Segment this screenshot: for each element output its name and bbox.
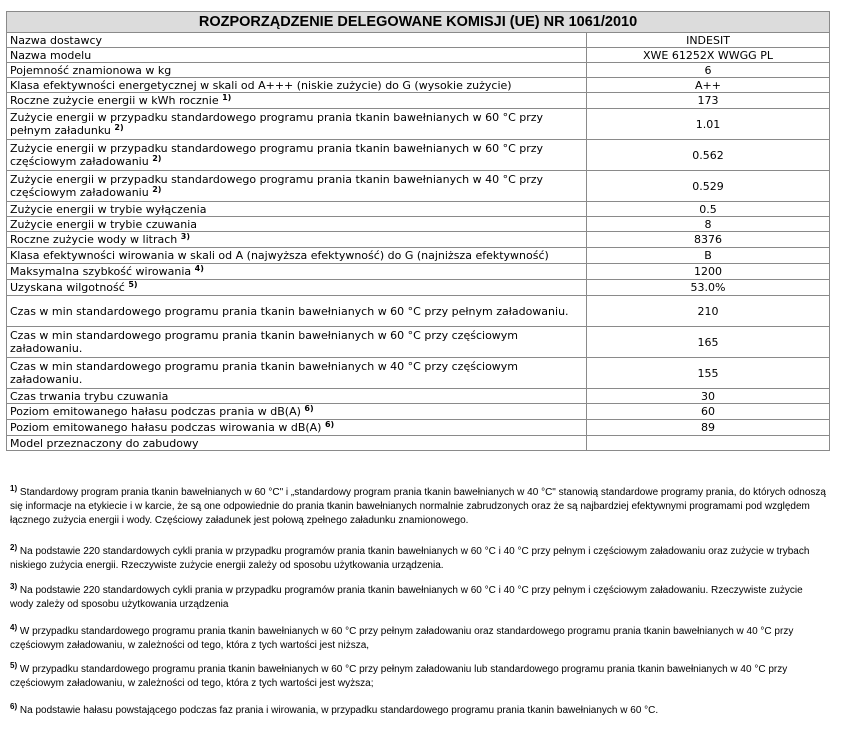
row-label: Czas w min standardowego programu prania tkanin bawełnianych w 60 °C przy częściowym załadowaniu. — [10, 329, 519, 355]
row-value: 1.01 — [587, 109, 830, 140]
footnote-text: Na podstawie 220 standardowych cykli prania w przypadku programów prania tkanin bawełnianych w 60 °C i 40 °C przy pełnym i częściowym załadowaniu. Rzeczywiste zużycie wody zależy od sposobu użytkowania urządzenia — [10, 585, 803, 610]
footnote-mark: 5) — [10, 661, 18, 670]
table-row — [7, 33, 830, 48]
footnote-ref: 1) — [222, 93, 232, 102]
row-value: 173 — [587, 93, 830, 109]
footnote — [10, 584, 828, 612]
row-label: Uzyskana wilgotność — [10, 281, 125, 294]
footnote-ref: 6) — [304, 404, 314, 413]
footnote — [10, 625, 828, 653]
table-row — [7, 202, 830, 217]
table-row — [7, 63, 830, 78]
table-row — [7, 358, 830, 389]
row-label: Zużycie energii w przypadku standardowego programu prania tkanin bawełnianych w 60 °C przy pełnym załadunku — [10, 111, 544, 137]
footnote-ref: 6) — [324, 420, 335, 429]
row-value: 165 — [587, 327, 830, 358]
footnote — [10, 704, 828, 718]
row-label: Maksymalna szybkość wirowania — [10, 265, 192, 278]
row-value: 6 — [587, 63, 830, 78]
table-row — [7, 93, 830, 109]
row-label: Zużycie energii w trybie wyłączenia — [10, 202, 207, 216]
table-row — [7, 327, 830, 358]
footnote-mark: 1) — [10, 484, 18, 493]
row-value: 0.529 — [587, 171, 830, 202]
footnote-mark: 4) — [10, 623, 18, 632]
table-row — [7, 436, 830, 451]
table-row — [7, 140, 830, 171]
row-value: INDESIT — [587, 33, 830, 48]
row-value: 155 — [587, 358, 830, 389]
table-title: ROZPORZĄDZENIE DELEGOWANE KOMISJI (UE) NR 1061/2010 — [7, 12, 830, 33]
table-row — [7, 420, 830, 436]
table-row — [7, 78, 830, 93]
row-value: 8376 — [587, 232, 830, 248]
row-label: Klasa efektywności energetycznej w skali od A+++ (niskie zużycie) do G (wysokie zużycie) — [10, 78, 512, 92]
footnote-ref: 4) — [194, 264, 204, 273]
row-label: Zużycie energii w trybie czuwania — [10, 217, 198, 231]
footnote-ref: 2) — [114, 123, 124, 132]
row-label: Poziom emitowanego hałasu podczas prania w dB(A) — [10, 405, 301, 418]
table-row — [7, 232, 830, 248]
row-label: Pojemność znamionowa w kg — [10, 63, 172, 77]
table-row — [7, 296, 830, 327]
row-value: 0.5 — [587, 202, 830, 217]
footnote-text: W przypadku standardowego programu prania tkanin bawełnianych w 60 °C przy pełnym załadowaniu oraz standardowego programu prania tkanin bawełnianych w 40 °C przy częściowym załadowaniu, w zależności od tego, która z tych wartości jest niższa, — [10, 626, 794, 651]
footnote-ref: 3) — [180, 232, 190, 241]
row-label: Poziom emitowanego hałasu podczas wirowania w dB(A) — [10, 421, 322, 434]
table-row — [7, 404, 830, 420]
row-value: 89 — [587, 420, 830, 436]
table-row — [7, 109, 830, 140]
table-row — [7, 280, 830, 296]
row-value: 30 — [587, 389, 830, 404]
footnote-mark: 3) — [10, 582, 18, 591]
table-row — [7, 48, 830, 63]
row-value: 53.0% — [587, 280, 830, 296]
row-label: Model przeznaczony do zabudowy — [10, 436, 199, 450]
footnote-ref: 5) — [128, 280, 138, 289]
footnote-mark: 2) — [10, 543, 18, 552]
row-value: 210 — [587, 296, 830, 327]
row-label: Nazwa modelu — [10, 48, 92, 62]
row-label: Zużycie energii w przypadku standardowego programu prania tkanin bawełnianych w 40 °C przy częściowym załadowaniu — [10, 173, 544, 199]
footnote-ref: 2) — [152, 185, 162, 194]
table-row — [7, 389, 830, 404]
table-row — [7, 248, 830, 264]
row-label: Roczne zużycie energii w kWh rocznie — [10, 94, 219, 107]
footnote-mark: 6) — [10, 702, 18, 711]
table-title-row — [7, 12, 830, 33]
row-label: Roczne zużycie wody w litrach — [10, 233, 178, 246]
table-row — [7, 171, 830, 202]
row-value: A++ — [587, 78, 830, 93]
row-value: 0.562 — [587, 140, 830, 171]
row-label: Czas w min standardowego programu prania tkanin bawełnianych w 40 °C przy częściowym załadowaniu. — [10, 360, 519, 386]
row-label: Klasa efektywności wirowania w skali od A (najwyższa efektywność) do G (najniższa efektywność) — [10, 249, 549, 262]
row-value: 1200 — [587, 264, 830, 280]
footnote — [10, 486, 828, 528]
footnote-text: Na podstawie hałasu powstającego podczas faz prania i wirowania, w przypadku standardowego programu prania tkanin bawełnianych w 60 °C. — [19, 705, 659, 716]
row-value: 60 — [587, 404, 830, 420]
table-row — [7, 217, 830, 232]
footnote-text: Standardowy program prania tkanin bawełnianych w 60 °C" i „standardowy program prania tkanin bawełnianych w 40 °C" stanowią standardowe programy prania, do których odnoszą się informacje na etykiecie i w karcie, że są one odpowiednie do prania tkanin bawełnianych normalnie zabrudzonych oraz że są najbardziej efektywnymi programami pod względem łącznego zużycia energii i wody. Częściowy załadunek jest połową zpełnego załadunku znamionowego. — [10, 487, 826, 526]
row-label: Czas trwania trybu czuwania — [10, 389, 169, 403]
row-value: B — [587, 248, 830, 264]
row-value: 8 — [587, 217, 830, 232]
row-label: Zużycie energii w przypadku standardowego programu prania tkanin bawełnianych w 60 °C przy częściowym załadowaniu — [10, 142, 544, 168]
spec-table — [6, 11, 830, 451]
row-value — [587, 436, 830, 451]
footnote-text: Na podstawie 220 standardowych cykli prania w przypadku programów prania tkanin bawełnianych w 60 °C i 40 °C przy pełnym i częściowym załadowaniu oraz zużycie w trybach niskiego zużycia energii. Rzeczywiste zużycie energii zależy od sposobu użytkowania urządzenia. — [10, 546, 810, 571]
table-row — [7, 264, 830, 280]
footnote-ref: 2) — [152, 154, 162, 163]
row-label: Czas w min standardowego programu prania tkanin bawełnianych w 60 °C przy pełnym załadowaniu. — [10, 304, 569, 318]
footnote — [10, 663, 828, 691]
footnote — [10, 545, 828, 573]
row-label: Nazwa dostawcy — [10, 33, 103, 47]
footnote-text: W przypadku standardowego programu prania tkanin bawełnianych w 60 °C przy pełnym załadowaniu lub standardowego programu prania tkanin bawełnianych w 40 °C przy częściowym załadowaniu, w zależności od tego, która z tych wartości jest wyższa; — [10, 664, 788, 689]
row-value: XWE 61252X WWGG PL — [587, 48, 830, 63]
